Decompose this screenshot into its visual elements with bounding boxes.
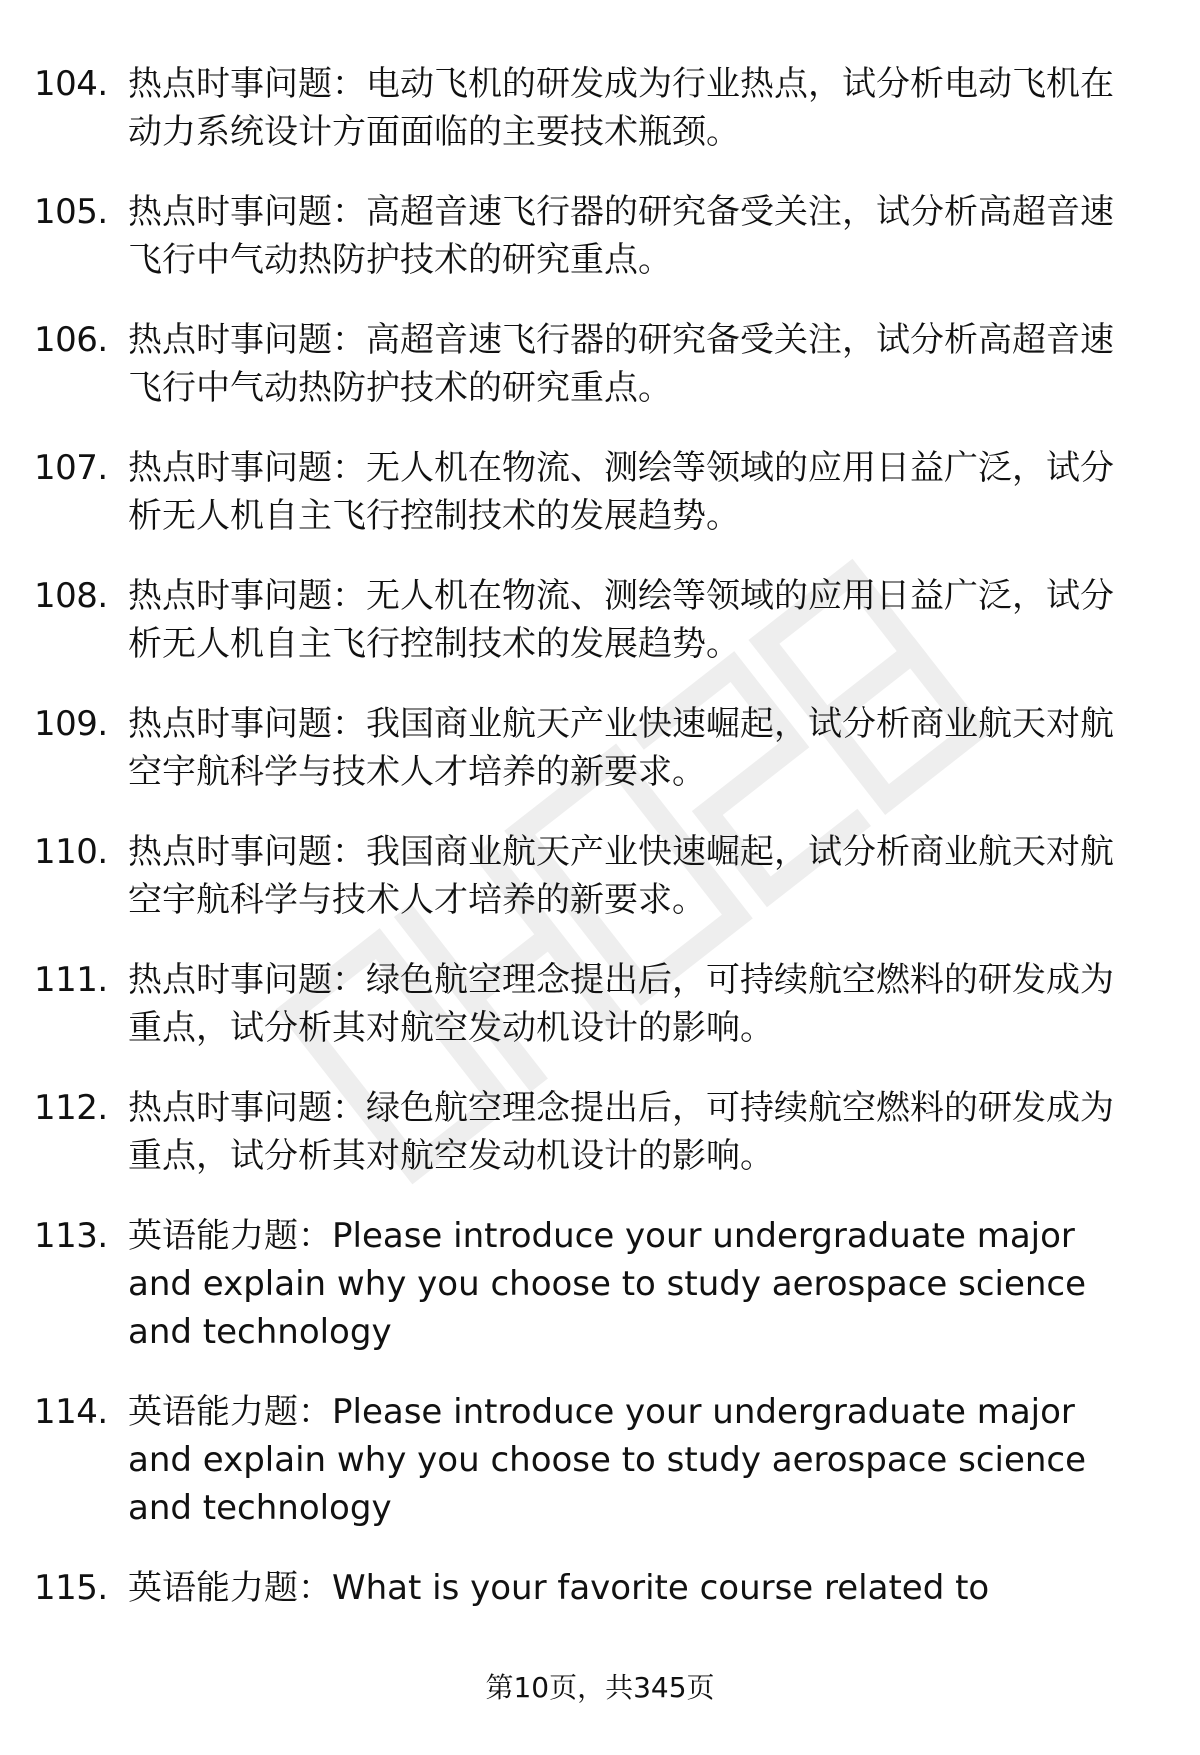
page-footer (0, 1668, 1200, 1708)
question-number: 110. (34, 832, 108, 872)
list-item (0, 1388, 1200, 1532)
question-number: 106. (34, 320, 108, 360)
question-text: 英语能力题：What is your favorite course related to (128, 1568, 990, 1608)
question-text: 热点时事问题：绿色航空理念提出后，可持续航空燃料的研发成为重点，试分析其对航空发动机设计的影响。 (128, 960, 1114, 1048)
question-text: 热点时事问题：无人机在物流、测绘等领域的应用日益广泛，试分析无人机自主飞行控制技术的发展趋势。 (128, 448, 1114, 536)
question-text: 热点时事问题：高超音速飞行器的研究备受关注，试分析高超音速飞行中气动热防护技术的研究重点。 (128, 320, 1114, 408)
list-item (0, 828, 1200, 924)
list-item (0, 60, 1200, 156)
list-item (0, 1212, 1200, 1356)
question-number: 105. (34, 192, 108, 232)
question-number: 111. (34, 960, 108, 1000)
list-item (0, 316, 1200, 412)
question-text: 热点时事问题：我国商业航天产业快速崛起，试分析商业航天对航空宇航科学与技术人才培养的新要求。 (128, 832, 1114, 920)
list-item (0, 188, 1200, 284)
question-text: 热点时事问题：绿色航空理念提出后，可持续航空燃料的研发成为重点，试分析其对航空发动机设计的影响。 (128, 1088, 1114, 1176)
question-text: 热点时事问题：我国商业航天产业快速崛起，试分析商业航天对航空宇航科学与技术人才培养的新要求。 (128, 704, 1114, 792)
list-item (0, 700, 1200, 796)
question-number: 107. (34, 448, 108, 488)
question-text: 热点时事问题：电动飞机的研发成为行业热点，试分析电动飞机在动力系统设计方面面临的主要技术瓶颈。 (128, 64, 1114, 152)
page-number-label: 第10页，共345页 (485, 1671, 715, 1704)
question-text: 热点时事问题：高超音速飞行器的研究备受关注，试分析高超音速飞行中气动热防护技术的研究重点。 (128, 192, 1114, 280)
list-item (0, 1084, 1200, 1180)
question-number: 108. (34, 576, 108, 616)
list-item (0, 444, 1200, 540)
list-item (0, 956, 1200, 1052)
question-number: 113. (34, 1216, 108, 1256)
question-number: 114. (34, 1392, 108, 1432)
question-text: 英语能力题：Please introduce your undergraduate major and explain why you choose to study aerospace science and technology (128, 1216, 1087, 1352)
question-list (0, 60, 1200, 1644)
question-number: 109. (34, 704, 108, 744)
question-text: 热点时事问题：无人机在物流、测绘等领域的应用日益广泛，试分析无人机自主飞行控制技术的发展趋势。 (128, 576, 1114, 664)
question-text: 英语能力题：Please introduce your undergraduate major and explain why you choose to study aerospace science and technology (128, 1392, 1087, 1528)
list-item (0, 1564, 1200, 1612)
list-item (0, 572, 1200, 668)
question-number: 104. (34, 64, 108, 104)
question-number: 115. (34, 1568, 108, 1608)
question-number: 112. (34, 1088, 108, 1128)
